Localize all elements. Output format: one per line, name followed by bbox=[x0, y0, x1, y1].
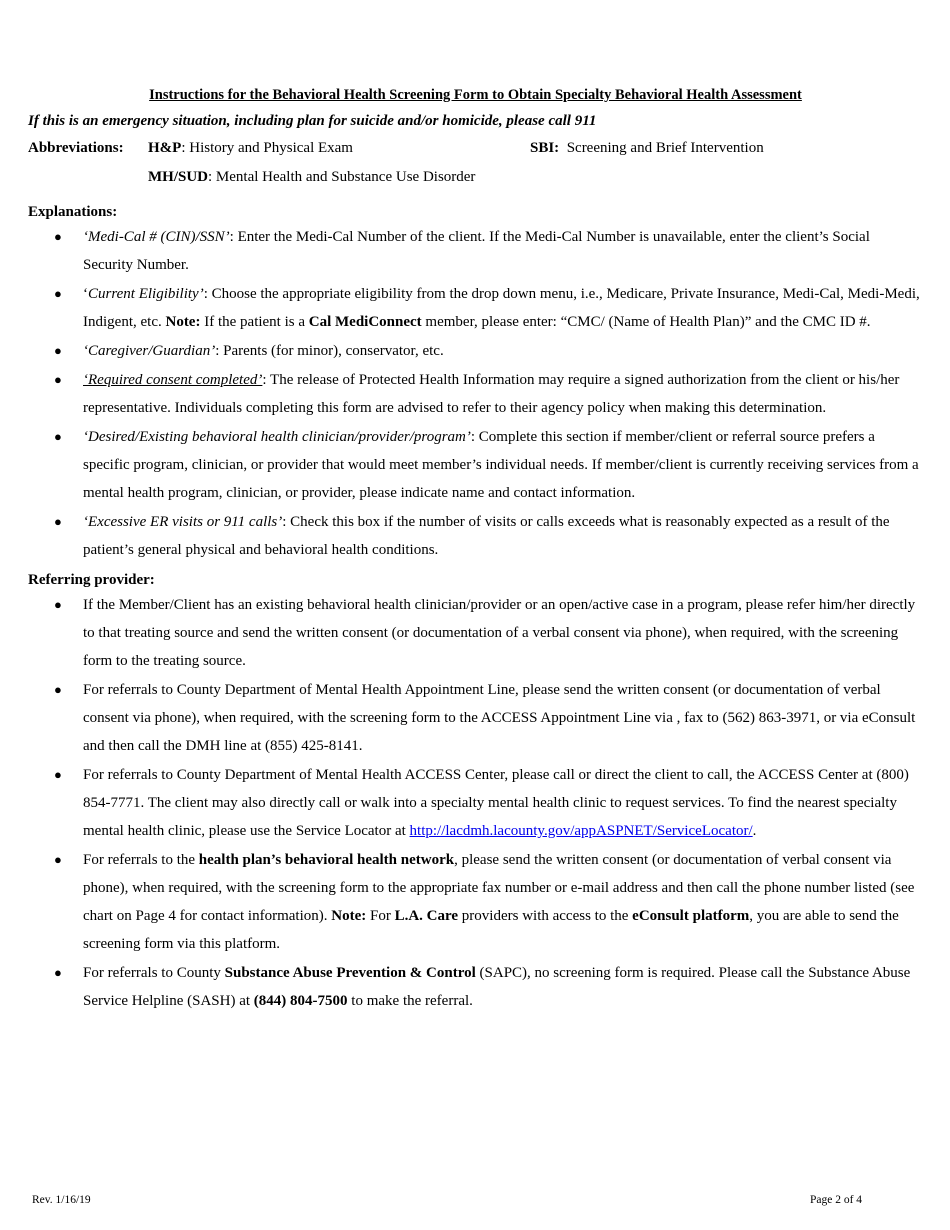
bullet-icon: ● bbox=[54, 852, 62, 867]
bullet-icon: ● bbox=[54, 286, 62, 301]
abbreviations-label: Abbreviations: bbox=[28, 140, 124, 156]
abbr-hp bbox=[148, 138, 353, 158]
item-text: : Choose the appropriate eligibility from the drop down menu, i.e., Medicare, Private Insurance, Medi-Cal, Medi-Medi, Indigent, etc. bbox=[83, 286, 920, 330]
item-text: For referrals to County Department of Mental Health Appointment Line, please send the written consent (or documentation of verbal consent via phone), when required, with the screening form to the ACCESS Appointment Line via , fax to (562) 863-3971, or via eConsult and then call the DMH line at (855) 425-8141. bbox=[83, 682, 916, 754]
list-item bbox=[28, 223, 923, 279]
item-text: member, please enter: “CMC/ (Name of Health Plan)” and the CMC ID #. bbox=[421, 314, 871, 330]
service-locator-link[interactable]: http://lacdmh.lacounty.gov/appASPNET/ServiceLocator/ bbox=[409, 823, 753, 839]
term: ‘Excessive ER visits or 911 calls’ bbox=[83, 514, 283, 530]
item-text: : Check this box if the number of visits or calls exceeds what is reasonably expected as a result of the patient’s general physical and behavioral health conditions. bbox=[83, 514, 890, 558]
bullet-icon: ● bbox=[54, 343, 62, 358]
page-title: Instructions for the Behavioral Health Screening Form to Obtain Specialty Behavioral Health Assessment bbox=[149, 87, 802, 103]
abbr-sbi bbox=[530, 138, 764, 158]
item-text: . bbox=[752, 823, 757, 839]
item-text: If the patient is a bbox=[200, 314, 309, 330]
bullet-icon: ● bbox=[54, 597, 62, 612]
item-text: For referrals to County bbox=[83, 965, 225, 981]
bold-text: Substance Abuse Prevention & Control bbox=[224, 965, 476, 981]
bold-text: eConsult platform bbox=[632, 908, 750, 924]
referring-list bbox=[28, 591, 923, 1015]
document-page bbox=[28, 85, 923, 1015]
bold-text: L.A. Care bbox=[394, 908, 459, 924]
list-item bbox=[28, 508, 923, 564]
item-text: , you are able to send the screening form via this platform. bbox=[83, 908, 899, 952]
abbr-sbi-value: Screening and Brief Intervention bbox=[559, 140, 764, 156]
abbr-hp-value: : History and Physical Exam bbox=[181, 140, 353, 156]
item-text: For bbox=[366, 908, 395, 924]
list-item bbox=[28, 846, 923, 958]
bullet-icon: ● bbox=[54, 682, 62, 697]
note-label: Note: bbox=[165, 314, 201, 330]
item-text: providers with access to the bbox=[458, 908, 633, 924]
item-text: to make the referral. bbox=[347, 993, 473, 1009]
list-item bbox=[28, 366, 923, 422]
term: ‘Required consent completed’ bbox=[83, 372, 263, 388]
referring-heading: Referring provider: bbox=[28, 572, 155, 588]
emergency-notice: If this is an emergency situation, including plan for suicide and/or homicide, please call 911 bbox=[28, 113, 597, 129]
abbr-mhsud bbox=[148, 167, 475, 187]
list-item bbox=[28, 676, 923, 760]
item-text: : Complete this section if member/client or referral source prefers a specific program, clinician, or provider that would meet member’s individual needs. If member/client is currently receiving services from a mental health program, clinician, or provider, please indicate name and contact information. bbox=[83, 429, 919, 501]
bold-text: Cal MediConnect bbox=[308, 314, 422, 330]
item-text: (SAPC), no screening form is required. Please call the Substance Abuse Service Helpline (SASH) at bbox=[83, 965, 911, 1009]
explanations-heading: Explanations: bbox=[28, 204, 118, 220]
page-number: Page 2 of 4 bbox=[810, 1194, 863, 1206]
list-item bbox=[28, 423, 923, 507]
abbr-mhsud-key: MH/SUD bbox=[148, 169, 208, 185]
bold-text: (844) 804-7500 bbox=[253, 993, 348, 1009]
quote-mark: ‘ bbox=[83, 286, 88, 302]
list-item bbox=[28, 280, 923, 336]
item-text: : The release of Protected Health Information may require a signed authorization from the client or his/her representative. Individuals completing this form are advised to refer to their agency policy when making this determination. bbox=[83, 372, 900, 416]
item-text: For referrals to the bbox=[83, 852, 199, 868]
item-text: For referrals to County Department of Mental Health ACCESS Center, please call or direct the client to call, the ACCESS Center at (800) 854-7771. The client may also directly call or walk into a specialty mental health clinic to request services. To find the nearest specialty mental health clinic, please use the Service Locator at bbox=[83, 767, 909, 839]
abbr-hp-key: H&P bbox=[148, 140, 182, 156]
item-text: : Enter the Medi-Cal Number of the client. If the Medi-Cal Number is unavailable, enter the client’s Social Security Number. bbox=[83, 229, 870, 273]
term: ‘Caregiver/Guardian’ bbox=[83, 343, 216, 359]
list-item bbox=[28, 761, 923, 845]
revision-date: Rev. 1/16/19 bbox=[32, 1194, 91, 1206]
bullet-icon: ● bbox=[54, 767, 62, 782]
abbr-mhsud-value: : Mental Health and Substance Use Disorder bbox=[208, 169, 476, 185]
item-text: If the Member/Client has an existing behavioral health clinician/provider or an open/active case in a program, please refer him/her directly to that treating source and send the written consent (or documentation of a verbal consent via phone), when required, with the screening form to the treating source. bbox=[83, 597, 916, 669]
bullet-icon: ● bbox=[54, 372, 62, 387]
abbreviations-block bbox=[28, 138, 923, 196]
abbr-sbi-key: SBI: bbox=[530, 140, 560, 156]
note-label: Note: bbox=[331, 908, 367, 924]
explanations-list bbox=[28, 223, 923, 564]
term: ‘Desired/Existing behavioral health clinician/provider/program’ bbox=[83, 429, 471, 445]
bold-text: health plan’s behavioral health network bbox=[198, 852, 455, 868]
list-item bbox=[28, 337, 923, 365]
item-text: , please send the written consent (or documentation of verbal consent via phone), when required, with the screening form to the appropriate fax number or e-mail address and then call the phone number listed (see chart on Page 4 for contact information). bbox=[83, 852, 915, 924]
bullet-icon: ● bbox=[54, 965, 62, 980]
bullet-icon: ● bbox=[54, 514, 62, 529]
term: ‘Medi-Cal # (CIN)/SSN’ bbox=[83, 229, 230, 245]
list-item bbox=[28, 959, 923, 1015]
term: Current Eligibility’ bbox=[88, 286, 204, 302]
bullet-icon: ● bbox=[54, 229, 62, 244]
bullet-icon: ● bbox=[54, 429, 62, 444]
list-item bbox=[28, 591, 923, 675]
item-text: : Parents (for minor), conservator, etc. bbox=[215, 343, 444, 359]
